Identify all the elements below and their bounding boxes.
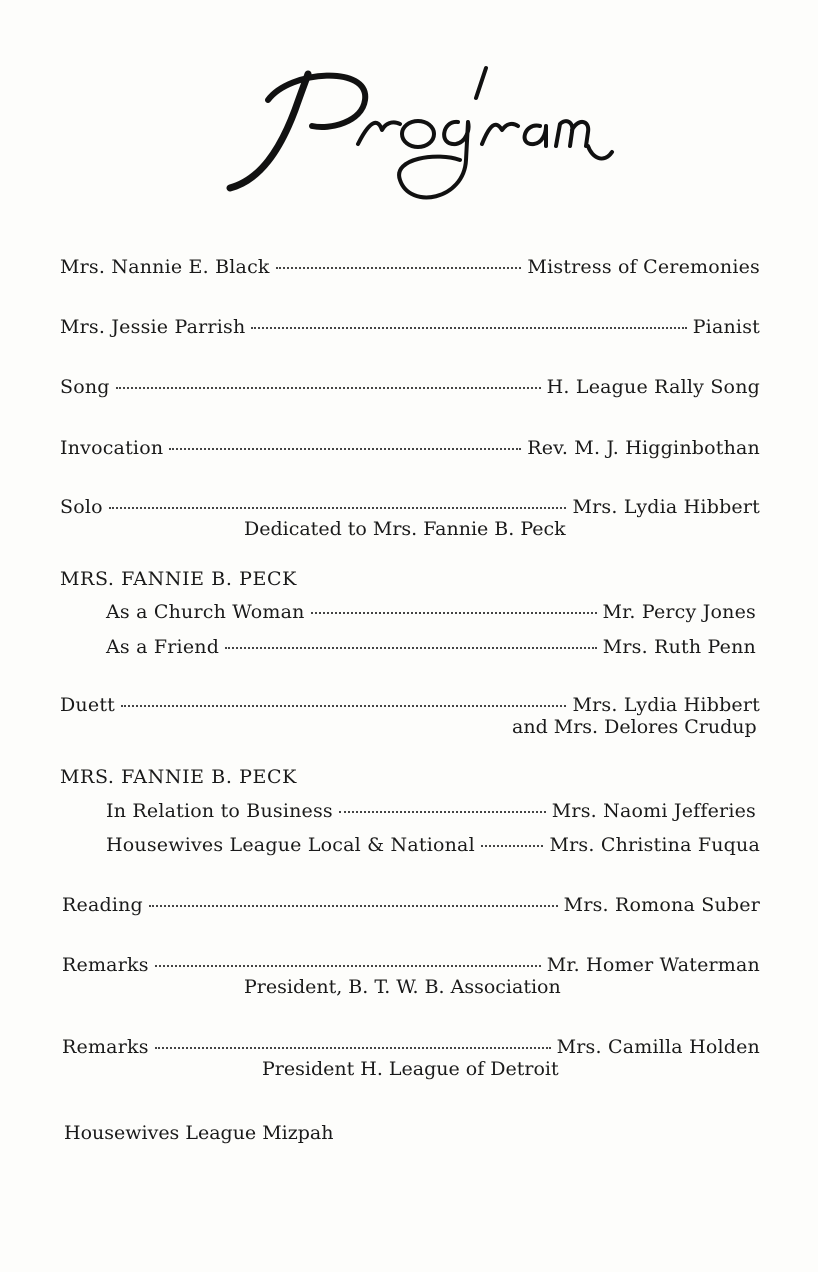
solo-dedication: Dedicated to Mrs. Fannie B. Peck	[244, 518, 566, 540]
entry-friend	[106, 636, 756, 658]
section-heading: MRS. FANNIE B. PECK	[60, 568, 297, 590]
entry-role: Pianist	[692, 316, 760, 338]
entry-item: Reading	[62, 894, 143, 916]
entry-item: Song	[60, 376, 110, 398]
entry-reading	[62, 894, 760, 916]
program-title	[220, 60, 620, 220]
entry-name: Mrs. Jessie Parrish	[60, 316, 246, 338]
entry-performer: Mrs. Naomi Jefferies	[551, 800, 756, 822]
leader-dots	[251, 327, 686, 329]
leader-dots	[155, 1047, 551, 1049]
leader-dots	[155, 965, 541, 967]
entry-item: Invocation	[60, 437, 164, 459]
section-heading: MRS. FANNIE B. PECK	[60, 766, 297, 788]
entry-performer: Rev. M. J. Higginbothan	[527, 437, 760, 459]
entry-duett	[60, 694, 760, 716]
remarks-2-affiliation: President H. League of Detroit	[262, 1058, 559, 1080]
entry-item: Duett	[60, 694, 115, 716]
entry-housewives-league	[106, 834, 760, 856]
entry-performer: Mrs. Christina Fuqua	[549, 834, 760, 856]
entry-item: As a Friend	[106, 636, 220, 658]
entry-solo	[60, 496, 760, 518]
entry-item: Housewives League Local & National	[106, 834, 475, 856]
entry-performer: Mr. Percy Jones	[602, 601, 756, 623]
entry-item: As a Church Woman	[106, 601, 305, 623]
leader-dots	[149, 905, 558, 907]
program-script-title-graphic	[220, 60, 620, 220]
entry-church-woman	[106, 601, 756, 623]
leader-dots	[339, 811, 546, 813]
leader-dots	[121, 705, 566, 707]
leader-dots	[109, 507, 567, 509]
entry-name: Mrs. Nannie E. Black	[60, 256, 270, 278]
entry-business	[106, 800, 756, 822]
entry-performer: Mrs. Romona Suber	[563, 894, 760, 916]
leader-dots	[225, 647, 597, 649]
duett-second-performer: and Mrs. Delores Crudup	[512, 716, 757, 738]
entry-performer: H. League Rally Song	[546, 376, 760, 398]
entry-item: Remarks	[62, 1036, 149, 1058]
entry-pianist	[60, 316, 760, 338]
leader-dots	[481, 845, 544, 847]
leader-dots	[276, 267, 522, 269]
leader-dots	[116, 387, 541, 389]
entry-item: Remarks	[62, 954, 149, 976]
entry-performer: Mrs. Ruth Penn	[602, 636, 756, 658]
entry-performer: Mr. Homer Waterman	[546, 954, 760, 976]
entry-performer: Mrs. Camilla Holden	[556, 1036, 760, 1058]
entry-item: Solo	[60, 496, 103, 518]
entry-song	[60, 376, 760, 398]
entry-remarks-2	[62, 1036, 760, 1058]
entry-performer: Mrs. Lydia Hibbert	[572, 694, 760, 716]
entry-remarks-1	[62, 954, 760, 976]
entry-item: In Relation to Business	[106, 800, 333, 822]
leader-dots	[169, 448, 521, 450]
closing-item: Housewives League Mizpah	[64, 1122, 334, 1144]
remarks-1-affiliation: President, B. T. W. B. Association	[244, 976, 561, 998]
entry-mistress-of-ceremonies	[60, 256, 760, 278]
leader-dots	[311, 612, 597, 614]
entry-invocation	[60, 437, 760, 459]
entry-role: Mistress of Ceremonies	[527, 256, 760, 278]
entry-performer: Mrs. Lydia Hibbert	[572, 496, 760, 518]
